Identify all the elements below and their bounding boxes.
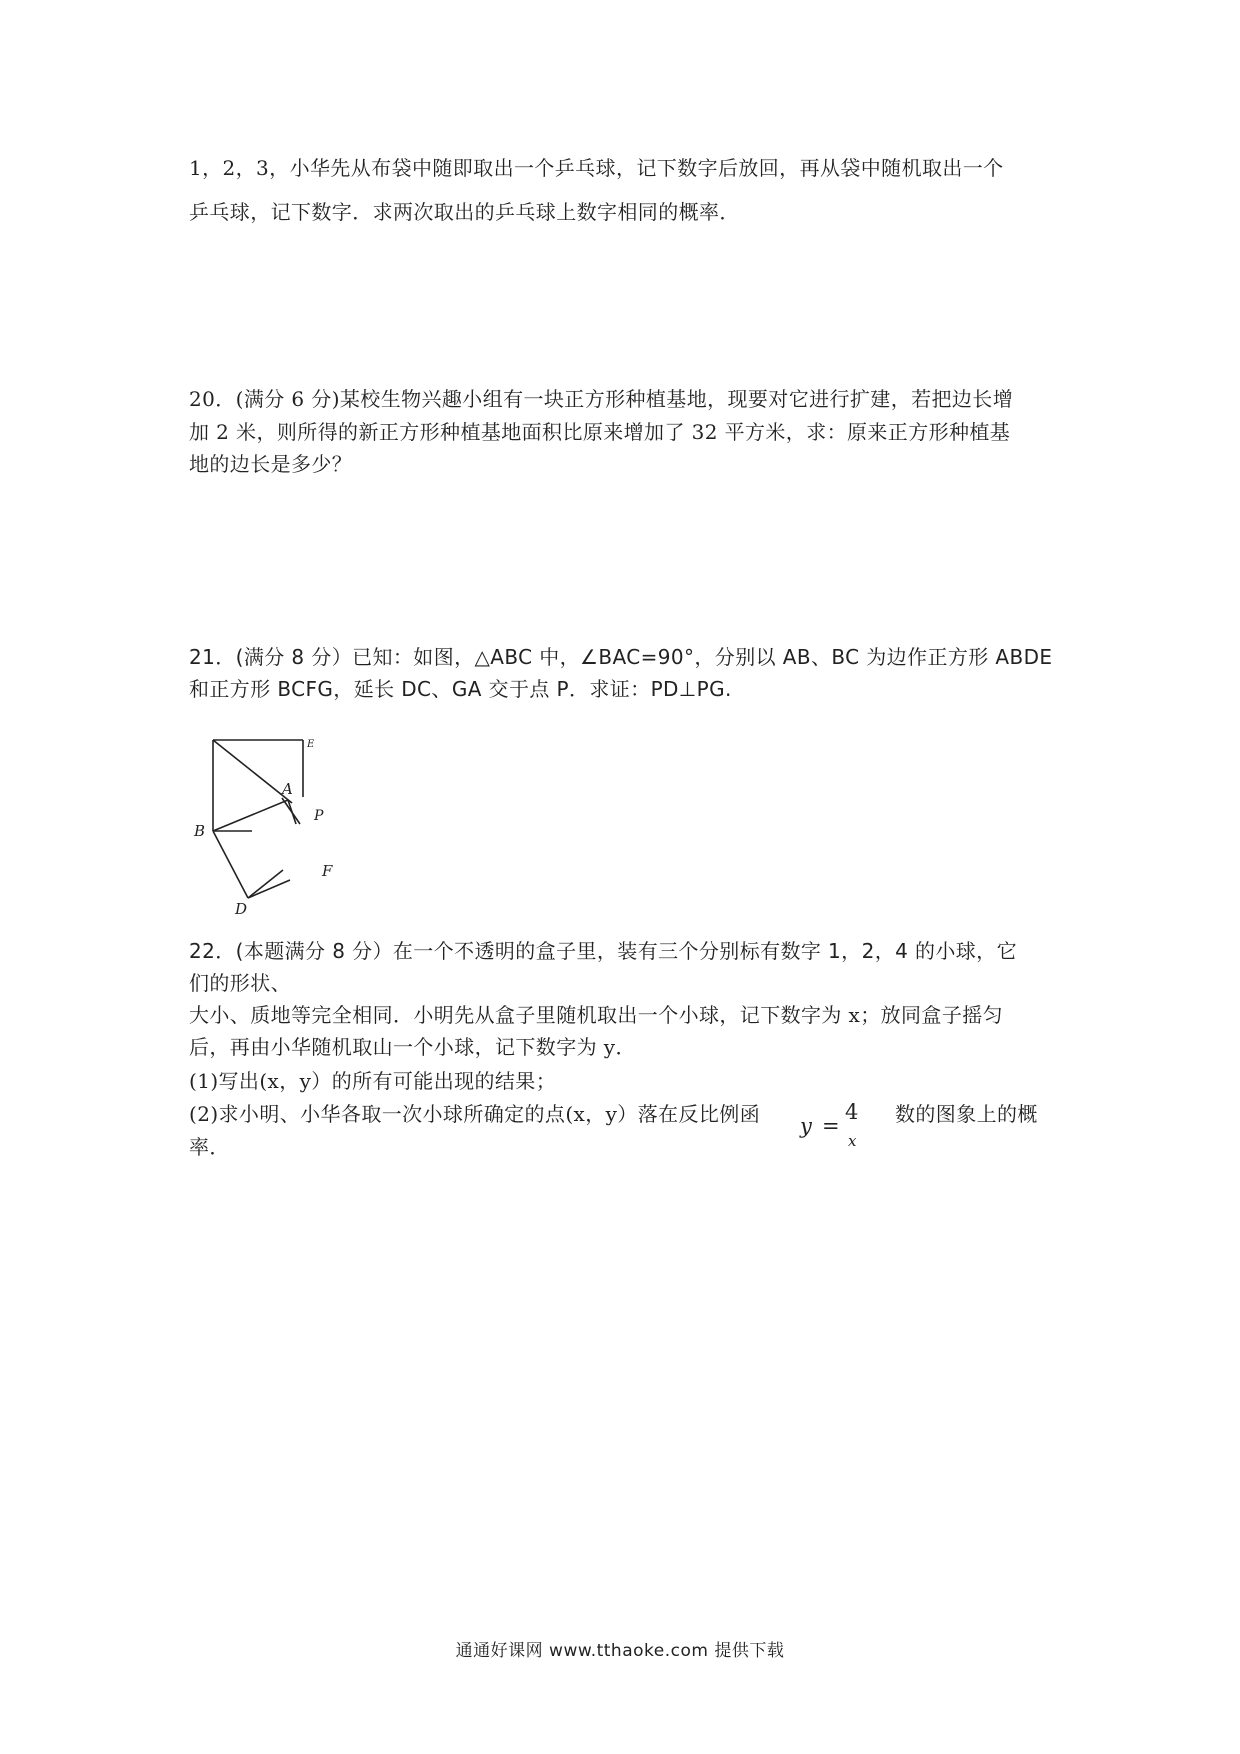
- formula-numerator: 4: [845, 1100, 859, 1124]
- segment-diagonal: [213, 740, 292, 803]
- q21-line-2: 和正方形 BCFG，延长 DC、GA 交于点 P．求证：PD⊥PG.: [189, 677, 732, 701]
- label-a: A: [282, 780, 293, 798]
- label-f: F: [322, 862, 333, 880]
- label-b: B: [194, 822, 206, 840]
- q22-line-5: (1)写出(x，y）的所有可能出现的结果；: [189, 1069, 557, 1093]
- q22-line-7: 率．: [189, 1135, 230, 1159]
- q22-line-3: 大小、质地等完全相同．小明先从盒子里随机取出一个小球，记下数字为 x；放同盒子摇匀: [189, 1003, 1004, 1027]
- geometry-figure: [190, 730, 360, 920]
- q19-line-2: 乒乓球，记下数字．求两次取出的乒乓球上数字相同的概率．: [189, 200, 740, 224]
- label-d: D: [235, 900, 248, 918]
- q22-line-6: (2)求小明、小华各取一次小球所确定的点(x，y）落在反比例函: [189, 1102, 761, 1126]
- q20-line-1: 20．(满分 6 分)某校生物兴趣小组有一块正方形种植基地，现要对它进行扩建，若把边长增: [189, 387, 1014, 411]
- q20-line-3: 地的边长是多少？: [189, 452, 353, 476]
- page-footer: 通通好课网 www.tthaoke.com 提供下载: [455, 1641, 785, 1661]
- q19-line-1: 1，2，3，小华先从布袋中随即取出一个乒乓球，记下数字后放回，再从袋中随机取出一个: [189, 156, 1004, 180]
- label-e: E: [307, 739, 315, 750]
- q22-line-2: 们的形状、: [189, 971, 291, 995]
- segment-a-to-p-2: [288, 800, 296, 824]
- q21-line-1: 21．(满分 8 分）已知：如图，△ABC 中，∠BAC=90°，分别以 AB、BC 为边作正方形 ABDE: [189, 645, 1053, 669]
- segment-dc-2: [248, 880, 290, 898]
- segment-ba: [213, 800, 288, 831]
- formula-y: y: [800, 1114, 812, 1138]
- formula-equals: =: [822, 1114, 840, 1138]
- formula-denominator: x: [848, 1132, 857, 1150]
- q20-line-2: 加 2 米，则所得的新正方形种植基地面积比原来增加了 32 平方米，求：原来正方形种植基: [189, 420, 1011, 444]
- inverse-proportion-formula: [800, 1098, 880, 1158]
- label-p: P: [314, 808, 324, 824]
- q22-line-6-tail: 数的图象上的概: [895, 1102, 1038, 1126]
- q22-line-1: 22．(本题满分 8 分）在一个不透明的盒子里，装有三个分别标有数字 1，2，4 的小球，它: [189, 939, 1017, 963]
- segment-bd: [213, 831, 248, 898]
- segment-dc-1: [248, 870, 283, 898]
- q22-line-4: 后，再由小华随机取山一个小球，记下数字为 y．: [189, 1035, 636, 1059]
